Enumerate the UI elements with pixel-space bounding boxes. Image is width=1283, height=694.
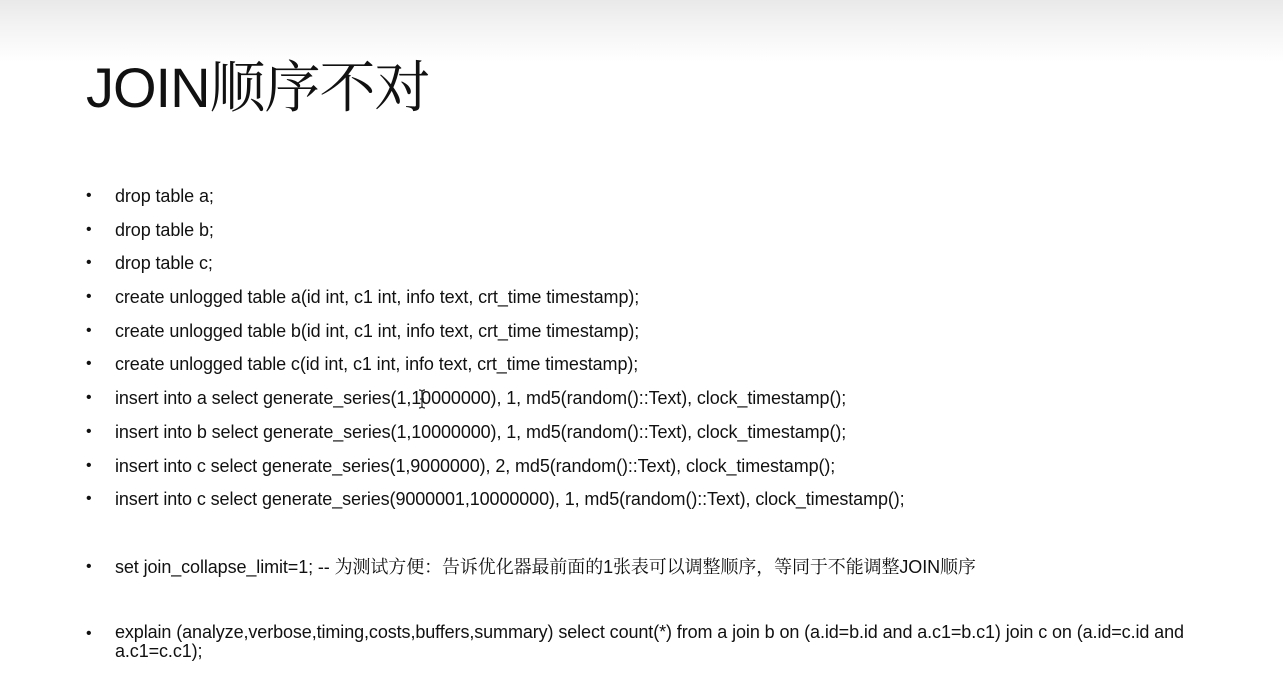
- slide-top-shade: [0, 0, 1283, 62]
- bullet-text: insert into c select generate_series(1,9000000), 2, md5(random()::Text), clock_timestamp();: [115, 455, 836, 476]
- bullet-text: insert into b select generate_series(1,10000000), 1, md5(random()::Text), clock_timestamp();: [115, 421, 847, 442]
- list-item: [86, 551, 1236, 585]
- bullet-text: create unlogged table b(id int, c1 int, info text, crt_time timestamp);: [115, 320, 640, 341]
- text-cursor-icon: [417, 389, 427, 409]
- list-item: [86, 618, 1236, 661]
- list-item: [86, 281, 1236, 315]
- list-item: [86, 247, 1236, 281]
- bullet-text: set join_collapse_limit=1; -- 为测试方便：告诉优化器最前面的1张表可以调整顺序，等同于不能调整JOIN顺序: [115, 556, 976, 577]
- bullet-text: drop table c;: [115, 253, 213, 274]
- list-item: [86, 348, 1236, 382]
- list-item: [86, 214, 1236, 248]
- bullet-text: insert into a select generate_series(1,10000000), 1, md5(random()::Text), clock_timestamp();: [115, 388, 847, 409]
- bullet-text: create unlogged table a(id int, c1 int, info text, crt_time timestamp);: [115, 287, 640, 308]
- bullet-list: [86, 180, 1236, 661]
- bullet-text: drop table b;: [115, 219, 214, 240]
- list-item: [86, 416, 1236, 450]
- bullet-text: drop table a;: [115, 186, 214, 206]
- list-item: [86, 180, 1236, 214]
- bullet-text: create unlogged table c(id int, c1 int, info text, crt_time timestamp);: [115, 354, 639, 375]
- bullet-text: insert into c select generate_series(9000001,10000000), 1, md5(random()::Text), clock_timestamp();: [115, 489, 905, 510]
- slide-title: JOIN顺序不对: [86, 56, 430, 119]
- list-item: [86, 483, 1236, 517]
- list-item: [86, 315, 1236, 349]
- list-item: [86, 450, 1236, 484]
- bullet-text: explain (analyze,verbose,timing,costs,buffers,summary) select count(*) from a join b on (a.id=b.id and a.c1=b.c1) join c on (a.id=c.id and a.c1=c.c1);: [115, 621, 1184, 661]
- list-item: [86, 382, 1236, 416]
